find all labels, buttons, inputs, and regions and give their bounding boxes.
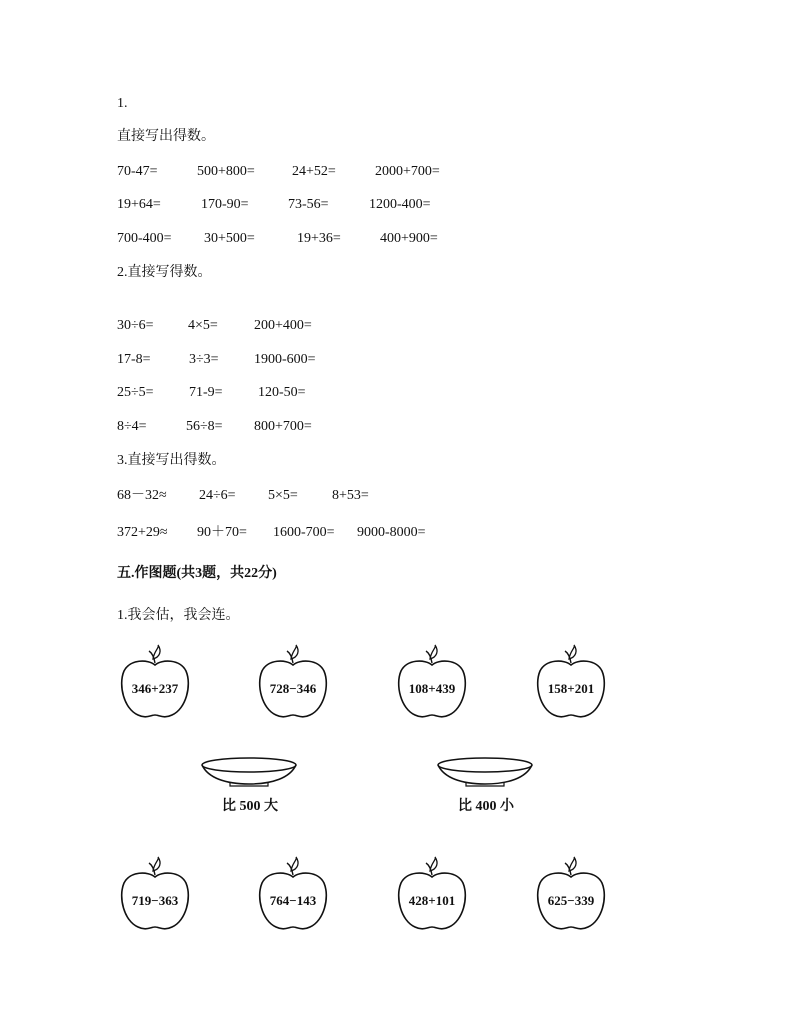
plate-icon — [200, 756, 298, 788]
expr: 700-400= — [117, 231, 172, 246]
plate[interactable] — [436, 756, 534, 788]
expr: 24÷6= — [199, 488, 236, 503]
apple-expression: 625−339 — [547, 893, 595, 908]
plate-label: 比 500 大 — [222, 799, 278, 814]
expr: 372+29≈ — [117, 525, 168, 540]
plate[interactable] — [200, 756, 298, 788]
expr: 2000+700= — [375, 164, 440, 179]
expr: 120-50= — [258, 385, 306, 400]
expr: 17-8= — [117, 352, 151, 367]
expr: 24+52= — [292, 164, 336, 179]
expr: 1200-400= — [369, 197, 431, 212]
apple-card[interactable] — [118, 855, 198, 937]
expr: 19+64= — [117, 197, 161, 212]
apple-card[interactable] — [534, 643, 614, 725]
apple-expression: 108+439 — [408, 681, 456, 696]
expr: 8÷4= — [117, 419, 147, 434]
expr: 800+700= — [254, 419, 312, 434]
expr: 5×5= — [268, 488, 298, 503]
expr: 200+400= — [254, 318, 312, 333]
part5-heading: 五.作图题(共3题，共22分) — [117, 566, 277, 581]
expr: 30÷6= — [117, 318, 154, 333]
expr: 68－32≈ — [117, 488, 167, 503]
part5-question-1: 1.我会估，我会连。 — [117, 608, 240, 623]
apple-card[interactable] — [256, 855, 336, 937]
expr: 8+53= — [332, 488, 369, 503]
expr: 19+36= — [297, 231, 341, 246]
expr: 90＋70= — [197, 525, 247, 540]
apple-expression: 719−363 — [131, 893, 179, 908]
question-number-1: 1. — [117, 96, 128, 111]
apple-card[interactable] — [534, 855, 614, 937]
apple-card[interactable] — [395, 643, 475, 725]
expr: 25÷5= — [117, 385, 154, 400]
expr: 170-90= — [201, 197, 249, 212]
expr: 9000-8000= — [357, 525, 426, 540]
expr: 71-9= — [189, 385, 223, 400]
expr: 1600-700= — [273, 525, 335, 540]
expr: 73-56= — [288, 197, 329, 212]
expr: 1900-600= — [254, 352, 316, 367]
expr: 500+800= — [197, 164, 255, 179]
apple-expression: 346+237 — [131, 681, 179, 696]
section2-instruction: 2.直接写得数。 — [117, 265, 212, 280]
expr: 400+900= — [380, 231, 438, 246]
apple-card[interactable] — [118, 643, 198, 725]
apple-expression: 158+201 — [547, 681, 595, 696]
expr: 4×5= — [188, 318, 218, 333]
section1-instruction: 直接写出得数。 — [117, 129, 215, 144]
plate-icon — [436, 756, 534, 788]
apple-card[interactable] — [256, 643, 336, 725]
expr: 56÷8= — [186, 419, 223, 434]
apple-expression: 764−143 — [269, 893, 317, 908]
expr: 70-47= — [117, 164, 158, 179]
apple-expression: 728−346 — [269, 681, 317, 696]
apple-expression: 428+101 — [408, 893, 456, 908]
expr: 3÷3= — [189, 352, 219, 367]
apple-card[interactable] — [395, 855, 475, 937]
expr: 30+500= — [204, 231, 255, 246]
plate-label: 比 400 小 — [458, 799, 514, 814]
section3-instruction: 3.直接写出得数。 — [117, 453, 226, 468]
